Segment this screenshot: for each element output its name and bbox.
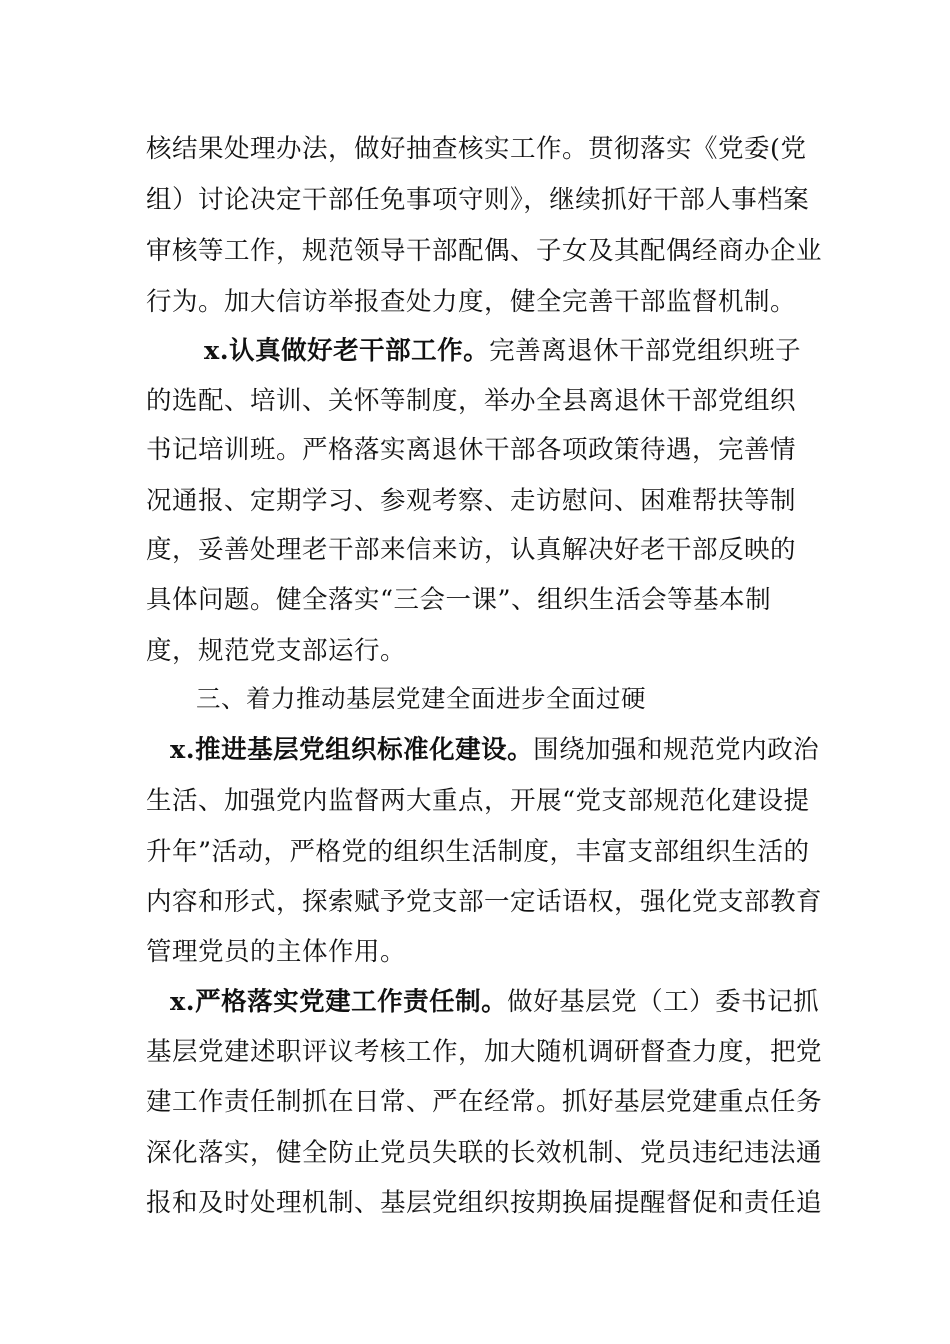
paragraph-line: 核结果处理办法，做好抽查核实工作。贯彻落实《党委(党 (146, 134, 807, 164)
paragraph-line: 生活、加强党内监督两大重点，开展“党支部规范化建设提 (146, 786, 810, 816)
item-responsibility-title: x.严格落实党建工作责任制。 (170, 987, 508, 1017)
paragraph-line: 管理党员的主体作用。 (146, 937, 407, 967)
paragraph-line: 书记培训班。严格落实离退休干部各项政策待遇，完善情 (146, 435, 797, 465)
item-responsibility-text: 做好基层党（工）委书记抓 (507, 987, 820, 1017)
paragraph-line: 行为。加大信访举报查处力度，健全完善干部监督机制。 (146, 287, 797, 317)
paragraph-line: 基层党建述职评议考核工作，加大随机调研督查力度，把党 (146, 1037, 823, 1067)
paragraph-line: 深化落实，健全防止党员失联的长效机制、党员违纪违法通 (146, 1138, 823, 1168)
item-standard-title: x.推进基层党组织标准化建设。 (170, 735, 534, 765)
paragraph-line: 内容和形式，探索赋予党支部一定话语权，强化党支部教育 (146, 887, 823, 917)
section-heading: 三、着力推动基层党建全面进步全面过硬 (196, 684, 646, 713)
paragraph-line: 审核等工作，规范领导干部配偶、子女及其配偶经商办企业 (146, 236, 823, 266)
paragraph-line: 的选配、培训、关怀等制度，举办全县离退休干部党组织 (146, 386, 797, 416)
paragraph-line: 组）讨论决定干部任免事项守则》，继续抓好干部人事档案 (146, 185, 810, 215)
item-standard-first-line (170, 733, 819, 767)
paragraph-line: 具体问题。健全落实“三会一课”、组织生活会等基本制 (146, 585, 772, 615)
paragraph-line: 度，规范党支部运行。 (146, 636, 407, 666)
item-responsibility-first-line (170, 985, 819, 1019)
paragraph-line: 升年”活动，严格党的组织生活制度，丰富支部组织生活的 (146, 837, 810, 867)
paragraph-line: 报和及时处理机制、基层党组织按期换届提醒督促和责任追 (146, 1188, 823, 1218)
paragraph-line: 度，妥善处理老干部来信来访，认真解决好老干部反映的 (146, 535, 797, 565)
item-retired-first-line (204, 334, 801, 368)
item-retired-title: x.认真做好老干部工作。 (204, 336, 490, 366)
paragraph-line: 建工作责任制抓在日常、严在经常。抓好基层党建重点任务 (146, 1087, 823, 1117)
item-retired-text: 完善离退休干部党组织班子 (489, 336, 802, 366)
item-standard-text: 围绕加强和规范党内政治 (533, 735, 820, 765)
paragraph-line: 况通报、定期学习、参观考察、走访慰问、困难帮扶等制 (146, 486, 797, 516)
